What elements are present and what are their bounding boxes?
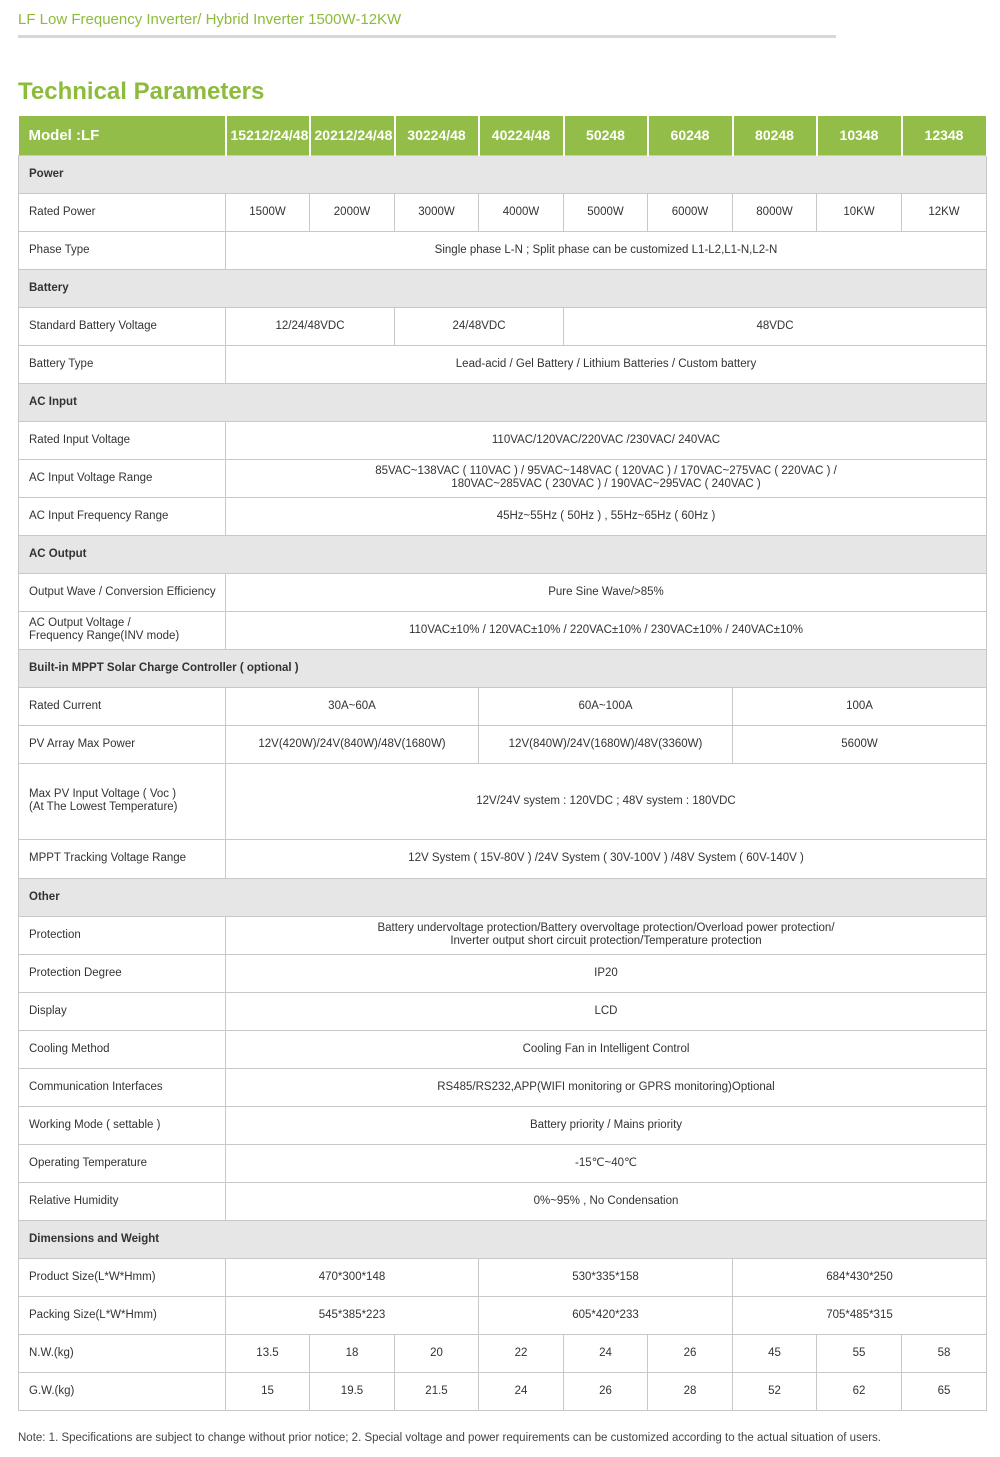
label-line: (At The Lowest Temperature) <box>29 801 178 813</box>
row-label: Communication Interfaces <box>19 1068 226 1106</box>
row-label: Packing Size(L*W*Hmm) <box>19 1296 226 1334</box>
row-label <box>19 763 226 839</box>
table-cell: 20 <box>395 1334 479 1372</box>
table-cell: 5600W <box>733 725 987 763</box>
section-label: Power <box>19 155 987 193</box>
model-col-8: 10348 <box>817 116 902 155</box>
table-cell: 110VAC/120VAC/220VAC /230VAC/ 240VAC <box>226 421 987 459</box>
row-label: AC Input Voltage Range <box>19 459 226 497</box>
page-header-title: LF Low Frequency Inverter/ Hybrid Inverter 1500W-12KW <box>18 11 402 28</box>
table-cell: 12V System ( 15V-80V ) /24V System ( 30V-100V ) /48V System ( 60V-140V ) <box>226 839 987 878</box>
section-label: Battery <box>19 269 987 307</box>
label-line: Frequency Range(INV mode) <box>29 630 180 642</box>
table-cell: 0%~95% , No Condensation <box>226 1182 987 1220</box>
table-cell: 62 <box>817 1372 902 1410</box>
table-cell: 470*300*148 <box>226 1258 479 1296</box>
header-divider <box>18 35 836 38</box>
table-cell: 22 <box>479 1334 564 1372</box>
section-row-mppt <box>19 649 987 687</box>
table-row <box>19 687 987 725</box>
section-label: AC Output <box>19 535 987 573</box>
row-label: Rated Power <box>19 193 226 231</box>
table-row <box>19 839 987 878</box>
row-label: Protection <box>19 916 226 954</box>
table-cell <box>226 459 987 497</box>
table-row <box>19 459 987 497</box>
table-cell: LCD <box>226 992 987 1030</box>
section-title: Technical Parameters <box>18 78 265 105</box>
table-cell: 4000W <box>479 193 564 231</box>
table-cell: 26 <box>564 1372 648 1410</box>
table-cell: 3000W <box>395 193 479 231</box>
table-row <box>19 1334 987 1372</box>
table-cell: Single phase L-N ; Split phase can be customized L1-L2,L1-N,L2-N <box>226 231 987 269</box>
model-col-4: 40224/48 <box>479 116 564 155</box>
table-cell: 12/24/48VDC <box>226 307 395 345</box>
table-row <box>19 421 987 459</box>
row-label: MPPT Tracking Voltage Range <box>19 839 226 878</box>
table-cell: 12V(840W)/24V(1680W)/48V(3360W) <box>479 725 733 763</box>
table-cell: 12V/24V system : 120VDC ; 48V system : 180VDC <box>226 763 987 839</box>
table-cell: 19.5 <box>310 1372 395 1410</box>
table-row <box>19 193 987 231</box>
table-cell: Battery priority / Mains priority <box>226 1106 987 1144</box>
table-cell: 530*335*158 <box>479 1258 733 1296</box>
table-cell: 45Hz~55Hz ( 50Hz ) , 55Hz~65Hz ( 60Hz ) <box>226 497 987 535</box>
section-label: Built-in MPPT Solar Charge Controller ( optional ) <box>19 649 987 687</box>
cell-line: Inverter output short circuit protection/Temperature protection <box>450 935 762 947</box>
table-cell: 24/48VDC <box>395 307 564 345</box>
table-cell: 8000W <box>733 193 817 231</box>
row-label: Relative Humidity <box>19 1182 226 1220</box>
label-line: Max PV Input Voltage ( Voc ) <box>29 788 177 800</box>
row-label <box>19 611 226 649</box>
row-label: Output Wave / Conversion Efficiency <box>19 573 226 611</box>
specs-table <box>18 116 988 1411</box>
section-label: AC Input <box>19 383 987 421</box>
table-row <box>19 345 987 383</box>
table-cell: 1500W <box>226 193 310 231</box>
table-cell: 55 <box>817 1334 902 1372</box>
row-label: PV Array Max Power <box>19 725 226 763</box>
table-row <box>19 1068 987 1106</box>
row-label: Standard Battery Voltage <box>19 307 226 345</box>
table-row <box>19 1144 987 1182</box>
row-label: N.W.(kg) <box>19 1334 226 1372</box>
table-cell: Cooling Fan in Intelligent Control <box>226 1030 987 1068</box>
row-label: Protection Degree <box>19 954 226 992</box>
table-cell: Pure Sine Wave/>85% <box>226 573 987 611</box>
row-label: Phase Type <box>19 231 226 269</box>
table-cell: IP20 <box>226 954 987 992</box>
section-row-ac-output <box>19 535 987 573</box>
row-label: G.W.(kg) <box>19 1372 226 1410</box>
table-cell: -15℃~40℃ <box>226 1144 987 1182</box>
table-cell: 12V(420W)/24V(840W)/48V(1680W) <box>226 725 479 763</box>
table-row <box>19 725 987 763</box>
table-cell: 5000W <box>564 193 648 231</box>
table-cell: 48VDC <box>564 307 987 345</box>
row-label: Product Size(L*W*Hmm) <box>19 1258 226 1296</box>
table-row <box>19 573 987 611</box>
row-label: Rated Input Voltage <box>19 421 226 459</box>
table-cell: 13.5 <box>226 1334 310 1372</box>
row-label: Battery Type <box>19 345 226 383</box>
row-label: Operating Temperature <box>19 1144 226 1182</box>
table-cell: 684*430*250 <box>733 1258 987 1296</box>
model-col-1: 15212/24/48 <box>226 116 310 155</box>
table-header-row <box>19 116 987 155</box>
row-label: AC Input Frequency Range <box>19 497 226 535</box>
section-label: Dimensions and Weight <box>19 1220 987 1258</box>
table-row <box>19 763 987 839</box>
table-cell: 24 <box>479 1372 564 1410</box>
table-cell: Lead-acid / Gel Battery / Lithium Batteries / Custom battery <box>226 345 987 383</box>
cell-line: Battery undervoltage protection/Battery overvoltage protection/Overload power protection/ <box>377 922 835 934</box>
row-label: Working Mode ( settable ) <box>19 1106 226 1144</box>
table-row <box>19 1258 987 1296</box>
table-row <box>19 307 987 345</box>
table-row <box>19 954 987 992</box>
table-cell: 58 <box>902 1334 987 1372</box>
table-cell: 110VAC±10% / 120VAC±10% / 220VAC±10% / 230VAC±10% / 240VAC±10% <box>226 611 987 649</box>
model-col-2: 20212/24/48 <box>310 116 395 155</box>
row-label: Cooling Method <box>19 1030 226 1068</box>
section-row-battery <box>19 269 987 307</box>
table-row <box>19 992 987 1030</box>
table-cell: 605*420*233 <box>479 1296 733 1334</box>
section-row-other <box>19 878 987 916</box>
table-cell: 30A~60A <box>226 687 479 725</box>
table-row <box>19 1182 987 1220</box>
table-cell: 545*385*223 <box>226 1296 479 1334</box>
table-row <box>19 1296 987 1334</box>
table-cell: 18 <box>310 1334 395 1372</box>
table-cell: 21.5 <box>395 1372 479 1410</box>
table-cell: 12KW <box>902 193 987 231</box>
table-cell: 6000W <box>648 193 733 231</box>
table-cell: RS485/RS232,APP(WIFI monitoring or GPRS monitoring)Optional <box>226 1068 987 1106</box>
table-cell: 24 <box>564 1334 648 1372</box>
section-row-dimensions <box>19 1220 987 1258</box>
table-cell: 2000W <box>310 193 395 231</box>
table-cell: 60A~100A <box>479 687 733 725</box>
table-cell: 705*485*315 <box>733 1296 987 1334</box>
model-col-3: 30224/48 <box>395 116 479 155</box>
model-label: Model :LF <box>19 116 226 155</box>
table-cell: 45 <box>733 1334 817 1372</box>
model-col-7: 80248 <box>733 116 817 155</box>
section-label: Other <box>19 878 987 916</box>
cell-line: 180VAC~285VAC ( 230VAC ) / 190VAC~295VAC ( 240VAC ) <box>451 478 761 490</box>
table-row <box>19 231 987 269</box>
table-cell: 10KW <box>817 193 902 231</box>
section-row-power <box>19 155 987 193</box>
row-label: Display <box>19 992 226 1030</box>
table-cell: 52 <box>733 1372 817 1410</box>
table-row <box>19 1372 987 1410</box>
table-row <box>19 1106 987 1144</box>
row-label: Rated Current <box>19 687 226 725</box>
model-col-6: 60248 <box>648 116 733 155</box>
table-cell <box>226 916 987 954</box>
table-cell: 26 <box>648 1334 733 1372</box>
footnote: Note: 1. Specifications are subject to change without prior notice; 2. Special voltage and power requirements can be customized according to the actual situation of users. <box>18 1432 881 1444</box>
label-line: AC Output Voltage / <box>29 617 131 629</box>
table-row <box>19 1030 987 1068</box>
model-col-9: 12348 <box>902 116 987 155</box>
table-cell: 65 <box>902 1372 987 1410</box>
table-cell: 28 <box>648 1372 733 1410</box>
table-row <box>19 497 987 535</box>
table-row <box>19 611 987 649</box>
table-row <box>19 916 987 954</box>
table-cell: 100A <box>733 687 987 725</box>
table-cell: 15 <box>226 1372 310 1410</box>
model-col-5: 50248 <box>564 116 648 155</box>
cell-line: 85VAC~138VAC ( 110VAC ) / 95VAC~148VAC ( 120VAC ) / 170VAC~275VAC ( 220VAC ) / <box>375 465 837 477</box>
section-row-ac-input <box>19 383 987 421</box>
